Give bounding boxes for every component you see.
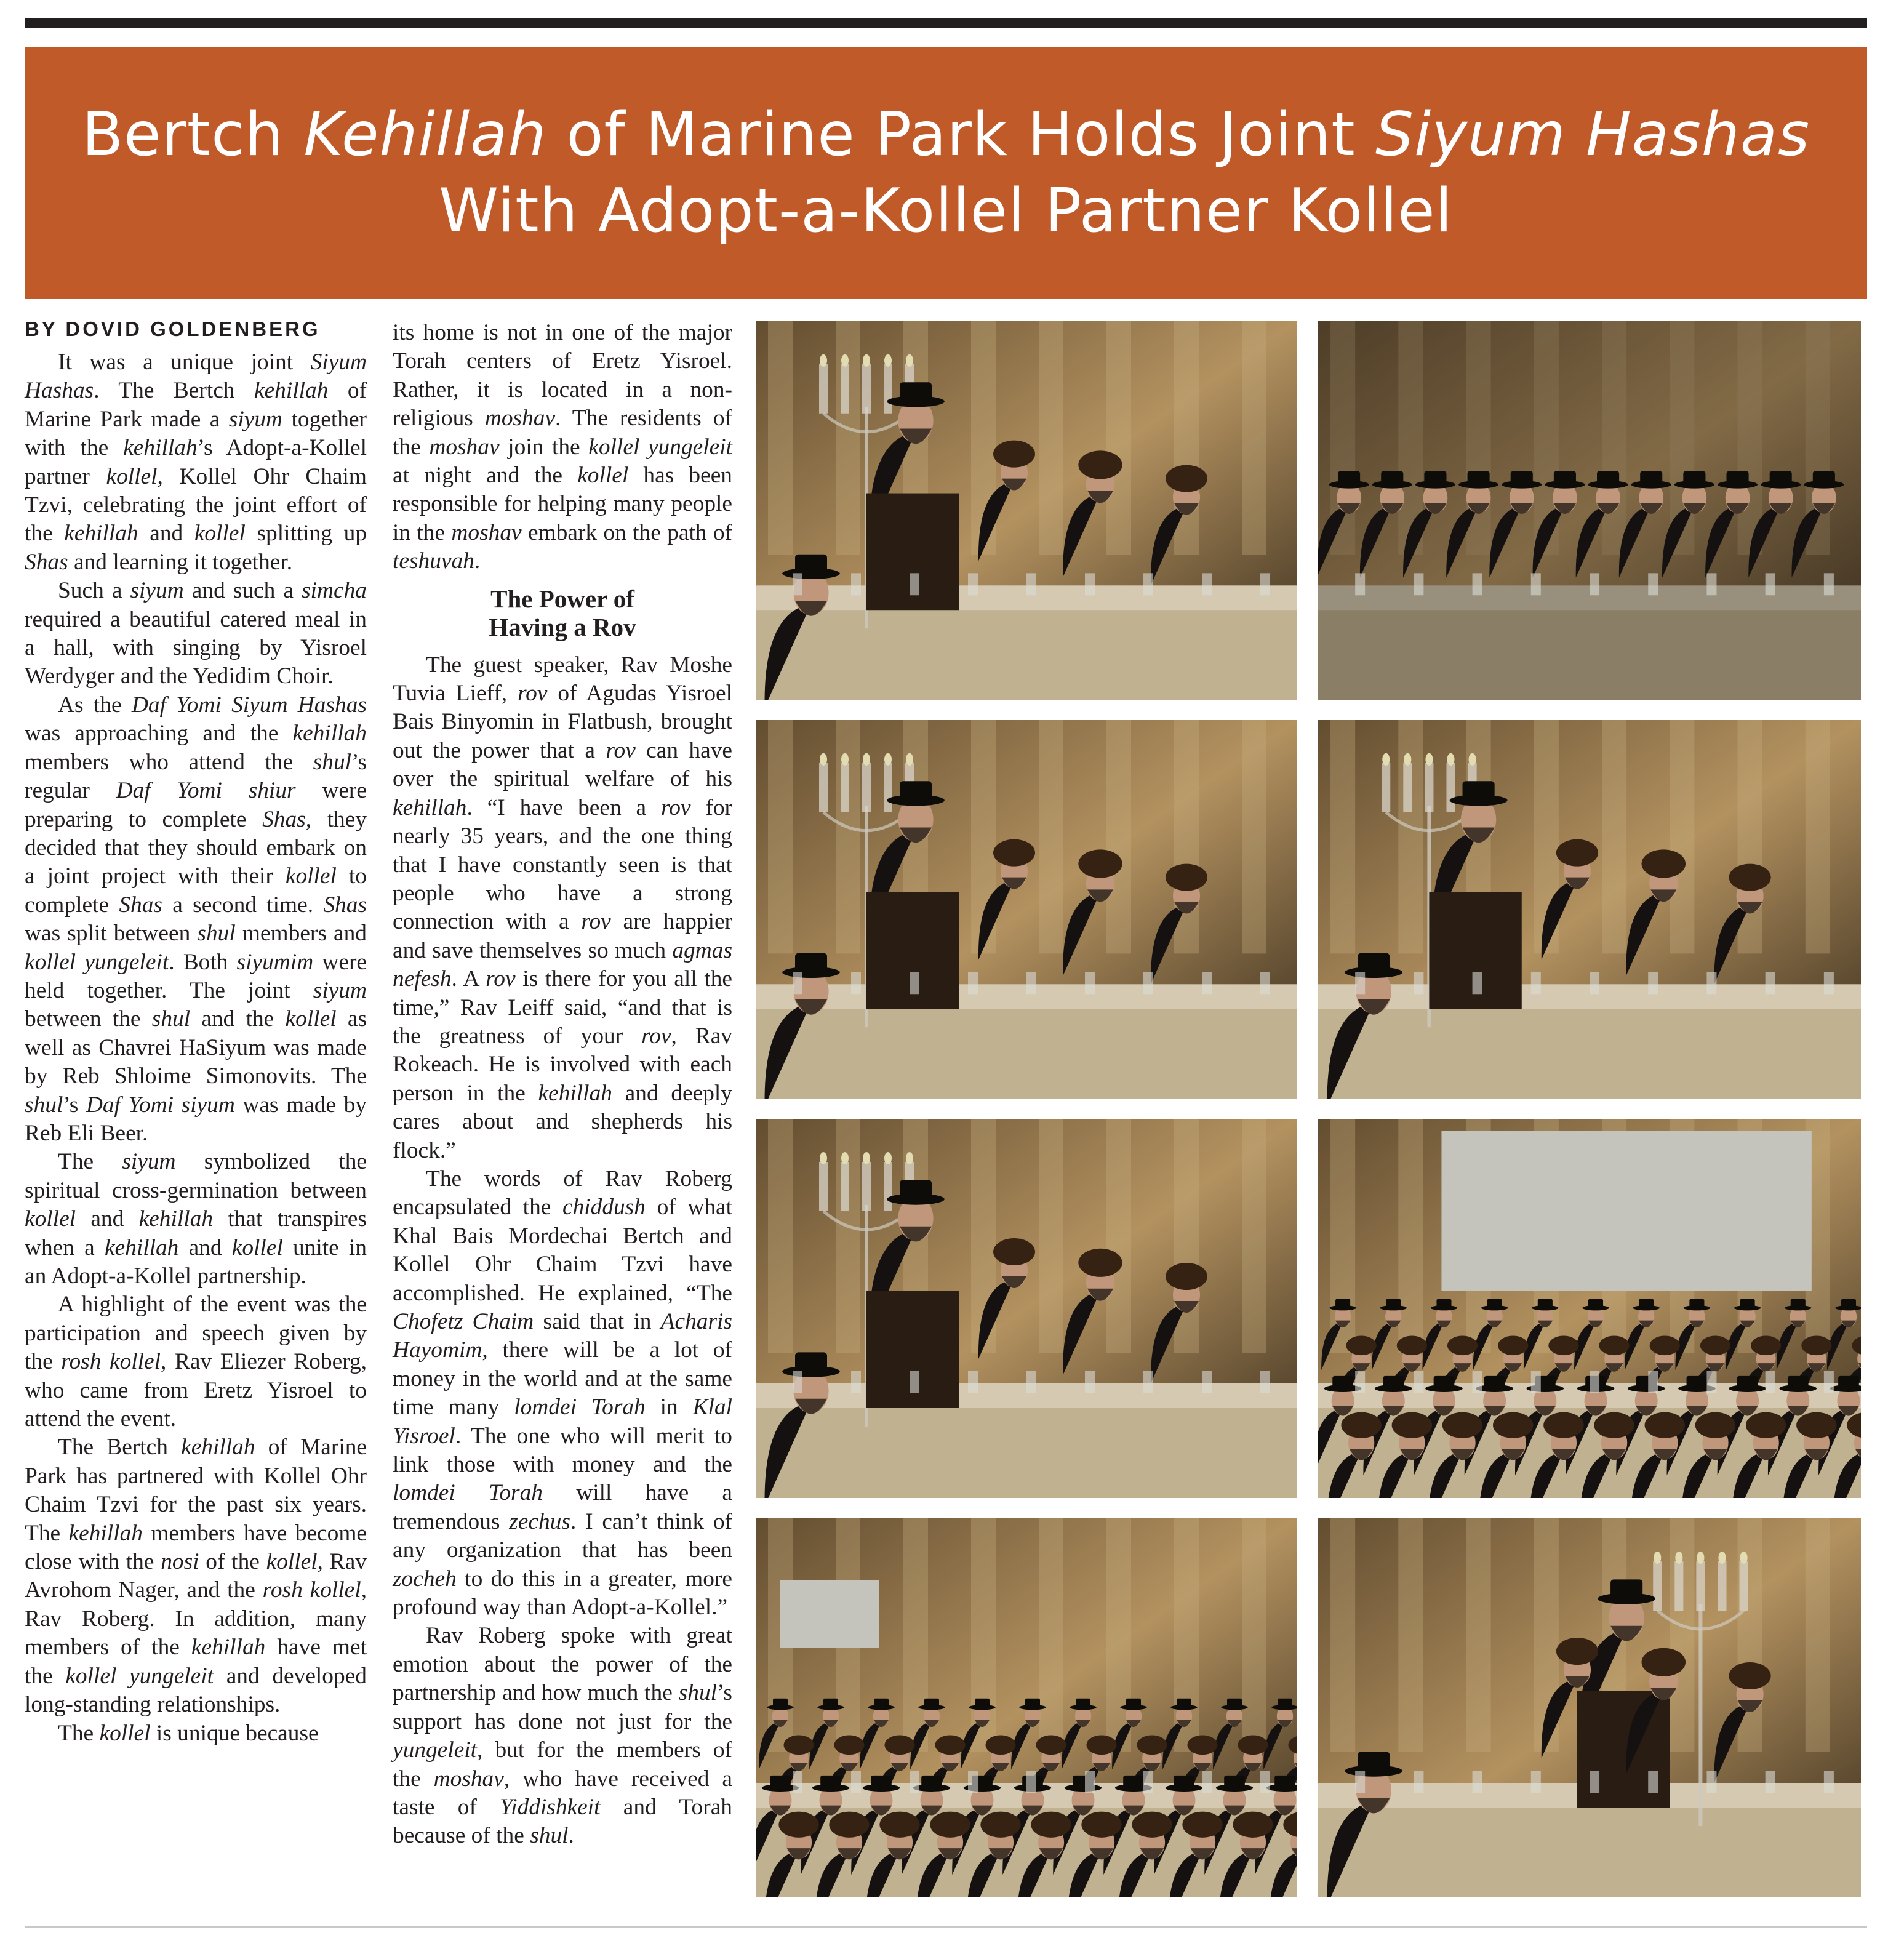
headline-line-2 [439, 173, 1453, 249]
article-paragraph: The siyum symbolized the spiritual cross-germination between kollel and kehillah that transpires when a kehillah and kollel unite in an Adopt-a-Kollel partnership. [25, 1149, 367, 1289]
photo-image [756, 1518, 1297, 1897]
headline-run: Siyum Hashas [1375, 100, 1810, 170]
article-paragraph: As the Daf Yomi Siyum Hashas was approaching and the kehillah members who attend the shul’s regular Daf Yomi shiur were preparing to complete Shas, they decided that they should embark on a joint project with their kollel to complete Shas a second time. Shas was split between shul members and kollel yungeleit. Both siyumim were held together. The joint siyum between the shul and the kollel as well as Chavrei HaSiyum was made by Reb Shloime Simonovits. The shul’s Daf Yomi siyum was made by Reb Eli Beer. [25, 692, 367, 1146]
headline-run: Kehillah [303, 100, 547, 170]
photo-audience-with-screen [1318, 1119, 1861, 1498]
photo-image [1318, 720, 1861, 1099]
byline: BY DOVID GOLDENBERG [25, 318, 321, 340]
bottom-rule [25, 1926, 1867, 1928]
article-paragraph: It was a unique joint Siyum Hashas. The Bertch kehillah of Marine Park made a siyum together with the kehillah’s Adopt-a-Kollel partner kollel, Kollel Ohr Chaim Tzvi, celebrating the joint effort of the kehillah and kollel splitting up Shas and learning it together. [25, 350, 367, 575]
article-column-2 [393, 319, 732, 1851]
photo-speaker-at-lectern [756, 321, 1297, 700]
article-paragraph: its home is not in one of the major Torah centers of Eretz Yisroel. Rather, it is located in a non-religious moshav. The residents of the moshav join the kollel yungeleit at night and the kollel has been responsible for helping many people in the moshav embark on the path of teshuvah. [393, 320, 733, 574]
photo-image [756, 321, 1297, 700]
headline-run: With Adopt-a-Kollel Partner Kollel [439, 176, 1453, 246]
top-rule [25, 18, 1867, 28]
headline-line-1 [82, 97, 1810, 173]
headline-run: Bertch [81, 100, 304, 170]
article-paragraph: Such a siyum and such a simcha required a beautiful catered meal in a hall, with singing by Yisroel Werdyger and the Yedidim Choir. [25, 578, 367, 689]
photo-dais-with-rabbis [756, 720, 1297, 1099]
article-paragraph: Rav Roberg spoke with great emotion about the power of the partnership and how much the shul’s support has done not just for the yungeleit, but for the members of the moshav, who have received a taste of Yiddishkeit and Torah because of the shul. [393, 1623, 732, 1849]
headline-run: of Marine Park Holds Joint [546, 100, 1375, 170]
photo-speaker-at-podium [1318, 1518, 1861, 1897]
article-column-2-body [393, 651, 732, 1851]
photo-image [1318, 321, 1861, 700]
article-paragraph: A highlight of the event was the participation and speech given by the rosh kollel, Rav Eliezer Roberg, who came from Eretz Yisroel to attend the event. [25, 1292, 367, 1432]
subhead-line: Having a Rov [489, 612, 636, 641]
subhead [393, 585, 732, 641]
photo-ballroom-overview [756, 1518, 1297, 1897]
article-column-1 [25, 348, 367, 1748]
article-paragraph: The words of Rav Roberg encapsulated the chiddush of what Khal Bais Mordechai Bertch and Kollel Ohr Chaim Tzvi have accomplished. He explained, “The Chofetz Chaim said that in Acharis Hayomim, there will be a lot of money in the world and at the same time many lomdei Torah in Klal Yisroel. The one who will merit to link those with money and the lomdei Torah will have a tremendous zechus. I can’t think of any organization that has been zocheh to do this in a greater, more profound way than Adopt-a-Kollel.” [393, 1166, 733, 1620]
photo-speaker-gesturing [1318, 720, 1861, 1099]
headline-banner [25, 47, 1867, 299]
subhead-line: The Power of [490, 584, 634, 613]
photo-image [756, 1119, 1297, 1498]
article-paragraph: The Bertch kehillah of Marine Park has partnered with Kollel Ohr Chaim Tzvi for the past six years. The kehillah members have become close with the nosi of the kollel, Rav Avrohom Nager, and the rosh kollel, Rav Roberg. In addition, many members of the kehillah have met the kollel yungeleit and developed long-standing relationships. [25, 1435, 367, 1718]
article-paragraph: The kollel is unique because [58, 1720, 319, 1746]
photo-group-holding-plaques [1318, 321, 1861, 700]
article-paragraph: The guest speaker, Rav Moshe Tuvia Lieff, rov of Agudas Yisroel Bais Binyomin in Flatbush, brought out the power that a rov can have over the spiritual welfare of his kehillah. “I have been a rov for nearly 35 years, and the one thing that I have constantly seen is that people who have a strong connection with a rov are happier and save themselves so much agmas nefesh. A rov is there for you all the time,” Rav Leiff said, “and that is the greatness of your rov, Rav Rokeach. He is involved with each person in the kehillah and deeply cares about and shepherds his flock.” [393, 652, 733, 1163]
photo-speaker-with-microphone [756, 1119, 1297, 1498]
photo-image [1318, 1119, 1861, 1498]
photo-image [1318, 1518, 1861, 1897]
photo-image [756, 720, 1297, 1099]
